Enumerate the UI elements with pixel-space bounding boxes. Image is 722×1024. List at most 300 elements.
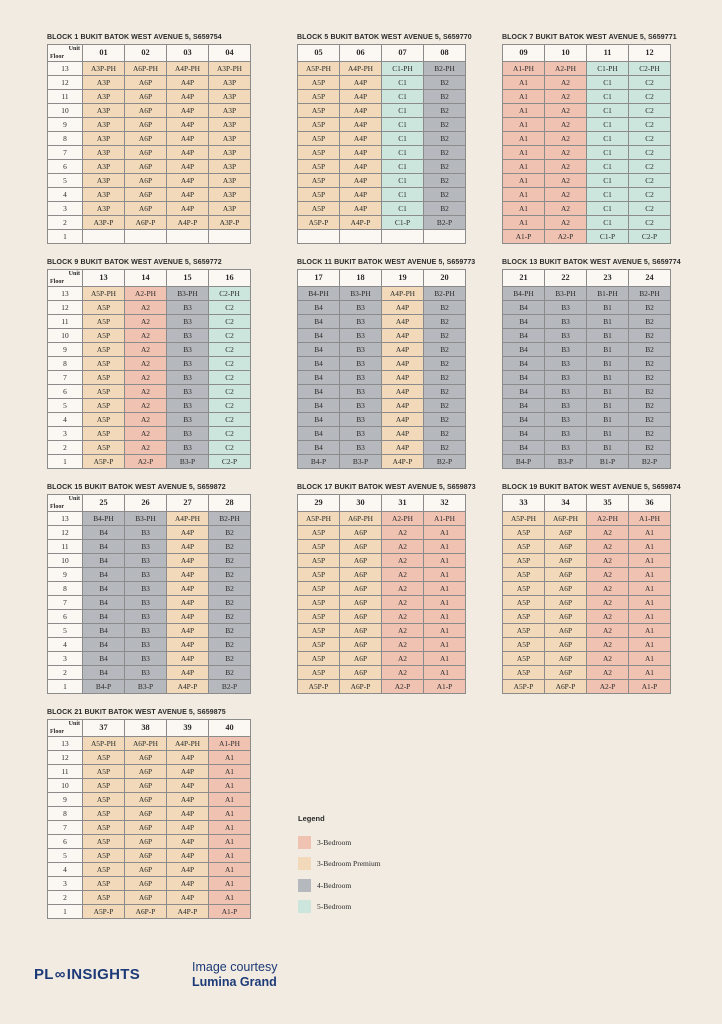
unit-type-cell: A5P <box>83 877 125 891</box>
unit-type-cell: B1 <box>587 301 629 315</box>
unit-type-cell: A5P-P <box>298 216 340 230</box>
unit-type-cell: A4P <box>340 90 382 104</box>
floor-row <box>48 554 251 568</box>
floor-row <box>503 160 671 174</box>
unit-type-cell: A2 <box>545 90 587 104</box>
floor-row <box>48 793 251 807</box>
floor-number: 4 <box>48 188 83 202</box>
unit-type-cell: B4 <box>298 343 340 357</box>
unit-type-cell: A2 <box>587 624 629 638</box>
unit-type-cell: B3 <box>340 329 382 343</box>
unit-type-cell: A4P <box>167 174 209 188</box>
unit-table <box>502 44 671 244</box>
unit-type-cell: A4P <box>167 76 209 90</box>
floor-row <box>503 610 671 624</box>
unit-type-cell: B3 <box>125 610 167 624</box>
unit-type-cell: B3 <box>340 399 382 413</box>
unit-type-cell: A1-P <box>424 680 466 694</box>
unit-type-cell: A4P <box>167 863 209 877</box>
unit-type-cell: C1 <box>382 160 424 174</box>
floor-number: 12 <box>48 526 83 540</box>
unit-type-cell: B2 <box>209 624 251 638</box>
unit-type-cell <box>125 230 167 244</box>
unit-type-cell: A5P <box>83 765 125 779</box>
unit-type-cell: A1-PH <box>209 737 251 751</box>
unit-type-cell: B4-P <box>503 455 545 469</box>
floor-row <box>503 357 671 371</box>
floor-row <box>298 582 466 596</box>
floor-row <box>48 315 251 329</box>
unit-type-cell: A3P <box>209 76 251 90</box>
unit-type-cell: C2 <box>629 104 671 118</box>
courtesy-line1: Image courtesy <box>192 960 278 974</box>
unit-type-cell: A6P <box>545 554 587 568</box>
unit-type-cell: B3 <box>167 441 209 455</box>
floor-row <box>48 174 251 188</box>
unit-type-cell: A3P <box>83 160 125 174</box>
unit-type-cell: C2 <box>209 413 251 427</box>
block-title: BLOCK 5 BUKIT BATOK WEST AVENUE 5, S659770 <box>297 34 472 41</box>
floor-row <box>298 343 466 357</box>
unit-type-cell: A2 <box>587 638 629 652</box>
unit-type-cell: A2 <box>545 202 587 216</box>
legend-item <box>298 835 381 849</box>
unit-type-cell: A6P-P <box>125 905 167 919</box>
header-row <box>48 45 251 62</box>
legend-label: 4-Bedroom <box>317 880 352 890</box>
unit-type-cell: C1 <box>587 104 629 118</box>
floor-row <box>48 877 251 891</box>
unit-type-cell: A1 <box>424 582 466 596</box>
unit-type-cell: B4 <box>298 413 340 427</box>
block-table-2 <box>297 32 472 244</box>
unit-type-cell: B2 <box>629 427 671 441</box>
unit-type-cell: A1 <box>629 652 671 666</box>
unit-type-cell: B2 <box>424 132 466 146</box>
unit-type-cell: A2 <box>382 526 424 540</box>
unit-type-cell: A2 <box>382 624 424 638</box>
floor-row <box>48 343 251 357</box>
unit-type-cell: B3-P <box>125 680 167 694</box>
unit-type-cell: A6P-PH <box>125 62 167 76</box>
unit-type-cell: A5P <box>83 357 125 371</box>
unit-type-cell: A1 <box>424 624 466 638</box>
unit-type-cell: A5P <box>298 118 340 132</box>
unit-type-cell: A3P <box>209 146 251 160</box>
unit-type-cell: B3 <box>167 427 209 441</box>
floor-row <box>298 357 466 371</box>
unit-type-cell: B2 <box>629 385 671 399</box>
block-title: BLOCK 13 BUKIT BATOK WEST AVENUE 5, S659774 <box>502 259 681 266</box>
unit-type-cell: B3 <box>167 413 209 427</box>
unit-type-cell: A5P <box>503 568 545 582</box>
unit-type-cell: A3P <box>83 104 125 118</box>
unit-type-cell: C2 <box>209 399 251 413</box>
floor-label: Floor <box>50 729 64 735</box>
floor-row <box>298 132 466 146</box>
unit-type-cell: A4P-PH <box>167 62 209 76</box>
unit-type-cell: B4-PH <box>83 512 125 526</box>
unit-label: Unit <box>68 496 80 502</box>
floor-row <box>503 512 671 526</box>
unit-type-cell: B3 <box>167 385 209 399</box>
header-row <box>48 720 251 737</box>
unit-type-cell: B4 <box>503 441 545 455</box>
unit-type-cell: A5P <box>298 638 340 652</box>
unit-type-cell: C1 <box>587 76 629 90</box>
floor-row <box>48 821 251 835</box>
image-courtesy <box>192 960 277 989</box>
floor-row <box>503 104 671 118</box>
unit-number: 30 <box>340 495 382 512</box>
unit-type-cell: B3 <box>340 357 382 371</box>
floor-row <box>298 287 466 301</box>
unit-type-cell: A6P <box>125 202 167 216</box>
unit-type-cell <box>424 230 466 244</box>
floor-row <box>503 132 671 146</box>
unit-type-cell: A6P <box>340 526 382 540</box>
unit-type-cell: B2-PH <box>424 62 466 76</box>
unit-type-cell: B4 <box>503 399 545 413</box>
unit-number: 02 <box>125 45 167 62</box>
unit-type-cell: A1 <box>209 891 251 905</box>
unit-type-cell: B4 <box>503 343 545 357</box>
unit-type-cell: A1 <box>424 568 466 582</box>
unit-type-cell: B3 <box>340 371 382 385</box>
unit-type-cell: A1 <box>209 779 251 793</box>
unit-type-cell: B3-PH <box>545 287 587 301</box>
unit-type-cell: A4P-P <box>340 216 382 230</box>
unit-type-cell: B2-P <box>209 680 251 694</box>
unit-type-cell: A3P <box>83 90 125 104</box>
floor-row <box>48 132 251 146</box>
unit-type-cell: B3 <box>545 399 587 413</box>
unit-type-cell: A4P <box>167 751 209 765</box>
unit-type-cell: B2 <box>209 582 251 596</box>
unit-type-cell: A5P <box>298 90 340 104</box>
floor-number: 9 <box>48 568 83 582</box>
unit-type-cell: A2 <box>545 132 587 146</box>
unit-type-cell: C2 <box>629 76 671 90</box>
unit-type-cell: A1 <box>629 540 671 554</box>
floor-row <box>298 104 466 118</box>
unit-type-cell: C2 <box>209 441 251 455</box>
unit-type-cell: A4P-P <box>167 905 209 919</box>
unit-type-cell: C1 <box>587 160 629 174</box>
floor-number: 13 <box>48 287 83 301</box>
unit-type-cell: A2 <box>125 441 167 455</box>
floor-row <box>298 666 466 680</box>
block-title: BLOCK 19 BUKIT BATOK WEST AVENUE 5, S659874 <box>502 484 681 491</box>
unit-type-cell: A1 <box>209 765 251 779</box>
unit-type-cell: A4P <box>167 891 209 905</box>
unit-type-cell: B3 <box>340 301 382 315</box>
floor-row <box>298 624 466 638</box>
unit-number: 15 <box>167 270 209 287</box>
unit-type-cell: B1 <box>587 413 629 427</box>
floor-number: 13 <box>48 737 83 751</box>
unit-type-cell: A6P <box>340 540 382 554</box>
unit-type-cell: A2 <box>545 188 587 202</box>
unit-type-cell: A5P <box>298 568 340 582</box>
unit-type-cell: A5P-PH <box>298 512 340 526</box>
unit-type-cell: A3P <box>209 202 251 216</box>
unit-type-cell: A2 <box>382 540 424 554</box>
floor-row <box>298 371 466 385</box>
unit-type-cell: A4P <box>167 849 209 863</box>
unit-label: Unit <box>68 271 80 277</box>
unit-type-cell: A3P <box>83 146 125 160</box>
floor-number: 10 <box>48 104 83 118</box>
block-table-8 <box>297 482 476 694</box>
unit-type-cell: A4P <box>167 132 209 146</box>
unit-type-cell: C2 <box>209 427 251 441</box>
floor-row <box>298 596 466 610</box>
unit-type-cell: A4P <box>340 132 382 146</box>
floor-row <box>503 216 671 230</box>
unit-type-cell: C1 <box>587 146 629 160</box>
header-row <box>503 45 671 62</box>
unit-type-cell: A5P <box>298 202 340 216</box>
header-row <box>298 270 466 287</box>
unit-type-cell: A5P-PH <box>83 737 125 751</box>
floor-row <box>503 554 671 568</box>
unit-type-cell: B4 <box>503 301 545 315</box>
unit-type-cell: A5P <box>298 624 340 638</box>
floor-row <box>503 413 671 427</box>
unit-type-cell: A6P <box>125 821 167 835</box>
unit-type-cell: A6P <box>340 568 382 582</box>
unit-type-cell: A5P <box>83 807 125 821</box>
floor-number: 2 <box>48 891 83 905</box>
unit-type-cell: C1 <box>382 146 424 160</box>
unit-type-cell: A5P-P <box>83 455 125 469</box>
floor-row <box>503 371 671 385</box>
unit-type-cell: C2-P <box>209 455 251 469</box>
floor-row <box>503 315 671 329</box>
unit-type-cell: B2 <box>424 413 466 427</box>
unit-type-cell: A5P <box>83 793 125 807</box>
legend <box>298 814 381 921</box>
unit-type-cell: A6P <box>125 132 167 146</box>
unit-type-cell: A5P <box>298 188 340 202</box>
unit-number: 14 <box>125 270 167 287</box>
unit-type-cell: A5P <box>83 891 125 905</box>
floor-number: 3 <box>48 427 83 441</box>
legend-swatch <box>298 836 311 849</box>
unit-type-cell: A6P <box>545 540 587 554</box>
unit-type-cell: B3 <box>545 371 587 385</box>
unit-type-cell: B2 <box>424 357 466 371</box>
unit-type-cell: A3P <box>209 132 251 146</box>
floor-row <box>48 118 251 132</box>
floor-row <box>298 202 466 216</box>
unit-type-cell: A4P <box>167 582 209 596</box>
unit-type-cell: A2 <box>545 160 587 174</box>
unit-table <box>47 494 251 694</box>
block-title: BLOCK 9 BUKIT BATOK WEST AVENUE 5, S659772 <box>47 259 222 266</box>
unit-type-cell: B2 <box>424 174 466 188</box>
unit-type-cell: B4 <box>83 540 125 554</box>
floor-row <box>503 441 671 455</box>
unit-type-cell: B4 <box>298 315 340 329</box>
unit-type-cell: B4 <box>83 610 125 624</box>
unit-type-cell: A6P <box>125 76 167 90</box>
floor-row <box>503 666 671 680</box>
unit-type-cell: A2 <box>125 315 167 329</box>
floor-number: 8 <box>48 357 83 371</box>
unit-type-cell: B2 <box>209 610 251 624</box>
unit-type-cell: A4P <box>167 526 209 540</box>
floor-label: Floor <box>50 279 64 285</box>
unit-type-cell: C2 <box>209 371 251 385</box>
legend-label: 3-Bedroom Premium <box>317 859 381 868</box>
unit-type-cell: A4P <box>340 202 382 216</box>
unit-type-cell: B4 <box>298 441 340 455</box>
unit-type-cell: A1 <box>629 666 671 680</box>
unit-type-cell: B3 <box>125 596 167 610</box>
floor-number: 1 <box>48 230 83 244</box>
unit-type-cell: B3 <box>545 343 587 357</box>
unit-type-cell: A1 <box>209 849 251 863</box>
unit-type-cell: B3 <box>340 427 382 441</box>
floor-number: 10 <box>48 554 83 568</box>
floor-row <box>298 652 466 666</box>
unit-number: 28 <box>209 495 251 512</box>
unit-number: 08 <box>424 45 466 62</box>
unit-type-cell: B4 <box>83 596 125 610</box>
unit-type-cell: B3 <box>125 568 167 582</box>
floor-row <box>48 427 251 441</box>
unit-type-cell: A4P <box>167 877 209 891</box>
floor-row <box>503 188 671 202</box>
floor-number: 7 <box>48 596 83 610</box>
unit-number: 36 <box>629 495 671 512</box>
unit-type-cell: C2-PH <box>209 287 251 301</box>
unit-type-cell: B2 <box>209 652 251 666</box>
unit-number: 22 <box>545 270 587 287</box>
unit-type-cell: C1 <box>587 90 629 104</box>
unit-type-cell: B3 <box>545 329 587 343</box>
unit-type-cell: A1 <box>209 863 251 877</box>
unit-type-cell: A6P-PH <box>545 512 587 526</box>
unit-type-cell: A1 <box>503 118 545 132</box>
unit-type-cell: A4P <box>167 624 209 638</box>
floor-row <box>298 680 466 694</box>
unit-type-cell: B4 <box>298 329 340 343</box>
floor-row <box>298 512 466 526</box>
floor-row <box>48 596 251 610</box>
unit-type-cell: B4 <box>503 329 545 343</box>
unit-number: 38 <box>125 720 167 737</box>
floor-row <box>298 568 466 582</box>
floor-row <box>48 287 251 301</box>
unit-type-cell: A1 <box>424 638 466 652</box>
unit-type-cell: A6P <box>125 146 167 160</box>
unit-type-cell: A4P <box>167 554 209 568</box>
unit-type-cell: B4 <box>83 666 125 680</box>
unit-type-cell: B2-P <box>424 455 466 469</box>
legend-swatch <box>298 900 311 913</box>
unit-type-cell: A2 <box>587 610 629 624</box>
floor-row <box>48 751 251 765</box>
floor-row <box>48 540 251 554</box>
floor-number: 12 <box>48 76 83 90</box>
floor-number: 2 <box>48 216 83 230</box>
unit-type-cell: B2 <box>629 301 671 315</box>
unit-type-cell: B3 <box>167 329 209 343</box>
block-table-5 <box>297 257 475 469</box>
floor-row <box>298 230 466 244</box>
unit-type-cell: B3 <box>125 540 167 554</box>
floor-number: 13 <box>48 62 83 76</box>
floor-row <box>48 146 251 160</box>
floor-number: 2 <box>48 441 83 455</box>
unit-type-cell: A2 <box>382 582 424 596</box>
unit-type-cell: C2 <box>629 132 671 146</box>
unit-type-cell: A4P <box>167 765 209 779</box>
unit-type-cell: B4 <box>298 301 340 315</box>
unit-table <box>297 269 466 469</box>
unit-type-cell: A1-P <box>503 230 545 244</box>
unit-type-cell: A6P <box>125 779 167 793</box>
unit-type-cell: A4P-P <box>167 680 209 694</box>
unit-type-cell: A1 <box>424 554 466 568</box>
floor-row <box>48 849 251 863</box>
floor-row <box>48 371 251 385</box>
unit-type-cell: B3-PH <box>125 512 167 526</box>
unit-type-cell: A1 <box>424 666 466 680</box>
unit-type-cell: A4P-PH <box>340 62 382 76</box>
unit-type-cell: B3 <box>545 413 587 427</box>
unit-type-cell: A6P <box>340 624 382 638</box>
unit-type-cell: C2-P <box>629 230 671 244</box>
unit-type-cell: A6P <box>340 638 382 652</box>
unit-type-cell: A5P-PH <box>298 62 340 76</box>
floor-number: 8 <box>48 582 83 596</box>
floor-row <box>48 160 251 174</box>
unit-type-cell: A5P <box>503 666 545 680</box>
unit-type-cell: A3P <box>209 118 251 132</box>
legend-item <box>298 878 381 892</box>
unit-type-cell: A3P <box>83 118 125 132</box>
unit-type-cell: B2 <box>629 357 671 371</box>
floor-row <box>298 441 466 455</box>
unit-type-cell: B2 <box>209 526 251 540</box>
unit-type-cell: B4 <box>83 582 125 596</box>
unit-type-cell: A6P-P <box>545 680 587 694</box>
unit-type-cell: B2 <box>209 568 251 582</box>
unit-type-cell: B2 <box>424 315 466 329</box>
header-row <box>298 495 466 512</box>
unit-type-cell: A1 <box>503 188 545 202</box>
unit-type-cell: B4 <box>298 427 340 441</box>
floor-row <box>503 624 671 638</box>
floor-number: 12 <box>48 751 83 765</box>
unit-type-cell: A5P <box>503 526 545 540</box>
unit-type-cell: A5P <box>83 835 125 849</box>
unit-type-cell: A5P <box>83 371 125 385</box>
unit-type-cell: A1 <box>209 751 251 765</box>
unit-type-cell: B2 <box>424 343 466 357</box>
unit-type-cell: A6P <box>125 807 167 821</box>
unit-type-cell: A6P <box>340 610 382 624</box>
floor-row <box>298 315 466 329</box>
unit-type-cell: A1 <box>629 624 671 638</box>
unit-type-cell: A4P <box>167 652 209 666</box>
unit-type-cell: A1 <box>424 540 466 554</box>
unit-number: 16 <box>209 270 251 287</box>
